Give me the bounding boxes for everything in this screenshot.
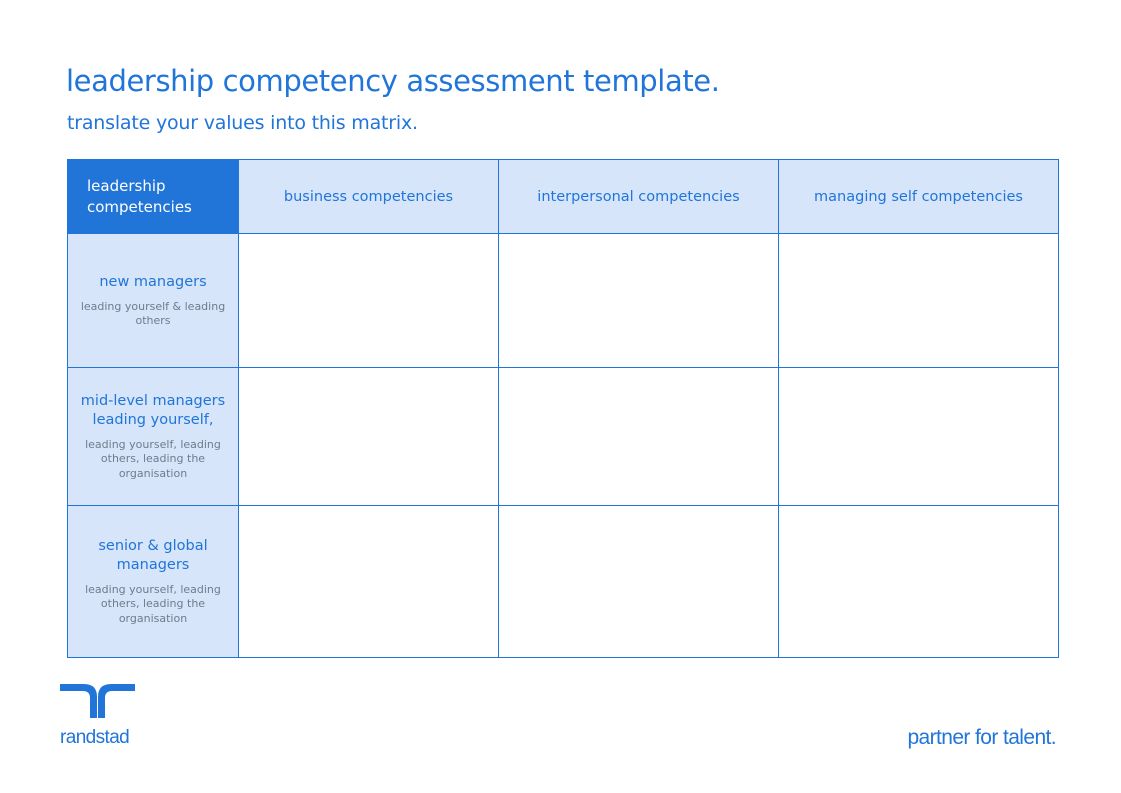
matrix-cell-senior-interpersonal[interactable] xyxy=(499,506,779,658)
matrix-corner-label: leadership competencies xyxy=(68,160,239,234)
row-title: senior & global managers xyxy=(98,537,208,573)
matrix-cell-new-managers-managing-self[interactable] xyxy=(779,234,1059,368)
row-header-mid-level-managers xyxy=(68,368,239,506)
row-description: leading yourself, leading others, leading the organisation xyxy=(85,437,221,480)
row-header-senior-global-managers xyxy=(68,506,239,658)
competency-matrix xyxy=(67,159,1059,658)
matrix-row-new-managers xyxy=(68,234,1059,368)
brand-tagline: partner for talent. xyxy=(907,726,1056,749)
matrix-cell-new-managers-interpersonal[interactable] xyxy=(499,234,779,368)
matrix-cell-senior-managing-self[interactable] xyxy=(779,506,1059,658)
row-description: leading yourself, leading others, leading the organisation xyxy=(85,582,221,625)
brand-name: randstad xyxy=(60,727,130,748)
matrix-header-row xyxy=(68,160,1059,234)
page-title: leadership competency assessment template. xyxy=(66,64,720,98)
column-header-interpersonal: interpersonal competencies xyxy=(499,160,779,234)
matrix-cell-mid-level-interpersonal[interactable] xyxy=(499,368,779,506)
matrix-row-mid-level-managers xyxy=(68,368,1059,506)
row-title: mid-level managers leading yourself, xyxy=(80,392,226,428)
row-description: leading yourself & leading others xyxy=(80,299,226,327)
column-header-business: business competencies xyxy=(239,160,499,234)
column-header-managing-self: managing self competencies xyxy=(779,160,1059,234)
matrix-cell-new-managers-business[interactable] xyxy=(239,234,499,368)
page-subtitle: translate your values into this matrix. xyxy=(67,112,418,134)
row-title: new managers xyxy=(99,273,207,290)
matrix-cell-senior-business[interactable] xyxy=(239,506,499,658)
matrix-cell-mid-level-managing-self[interactable] xyxy=(779,368,1059,506)
matrix-cell-mid-level-business[interactable] xyxy=(239,368,499,506)
matrix-row-senior-global-managers xyxy=(68,506,1059,658)
row-header-new-managers xyxy=(68,234,239,368)
